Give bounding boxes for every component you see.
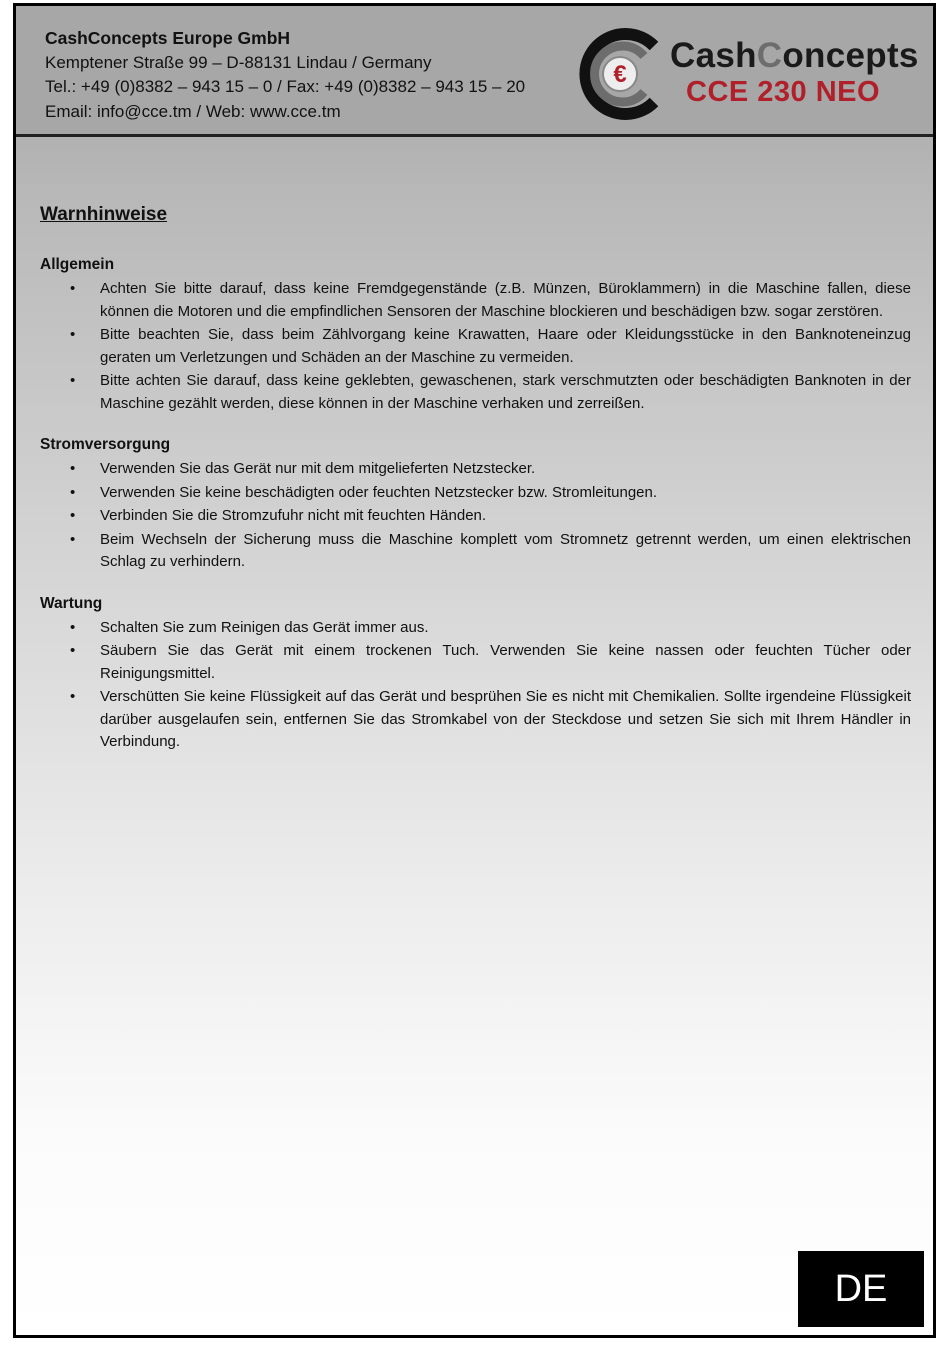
list-item: • Beim Wechseln der Sicherung muss die Maschine komplett vom Stromnetz getrennt werden, um einen elektrischen Schlag zu verhindern. [40,529,911,574]
euro-symbol: € [613,61,627,88]
list-item: • Schalten Sie zum Reinigen das Gerät immer aus. [40,617,911,640]
brand-logo [574,26,919,124]
brand-wordmark [670,38,919,74]
page-title: Warnhinweise [40,204,168,225]
list-item: • Achten Sie bitte darauf, dass keine Fremdgegenstände (z.B. Münzen, Büroklammern) in die Maschine fallen, diese können die Motoren und die empfindlichen Sensoren der Maschine blockieren und beschädigen bzw. sogar zerstören. [40,278,911,323]
company-email-web: Email: info@cce.tm / Web: www.cce.tm [45,101,341,121]
cce-logo-icon [574,26,664,122]
section-allgemein [40,256,911,415]
brand-part-cash: Cash [670,36,757,75]
section-stromversorgung [40,436,911,574]
section-wartung [40,595,911,754]
section-heading: Stromversorgung [40,436,171,453]
brand-part-oncepts: oncepts [782,36,919,75]
bullet-list [40,278,911,415]
company-phone-fax: Tel.: +49 (0)8382 – 943 15 – 0 / Fax: +49 (0)8382 – 943 15 – 20 [45,77,526,96]
model-name: CCE 230 NEO [686,76,881,108]
language-badge: DE [798,1251,924,1327]
company-address: Kemptener Straße 99 – D-88131 Lindau / Germany [45,52,432,72]
list-item: • Bitte beachten Sie, dass beim Zählvorgang keine Krawatten, Haare oder Kleidungsstücke in den Banknoteneinzug geraten um Verletzungen und Schäden an der Maschine zu vermeiden. [40,324,911,369]
list-item: • Säubern Sie das Gerät mit einem trockenen Tuch. Verwenden Sie keine nassen oder feuchten Tücher oder Reinigungsmittel. [40,640,911,685]
list-item: • Verschütten Sie keine Flüssigkeit auf das Gerät und besprühen Sie es nicht mit Chemikalien. Sollte irgendeine Flüssigkeit darüber ausgelaufen sein, entfernen Sie das Stromkabel von der Steckdose und setzen Sie sich mit Ihrem Händler in Verbindung. [40,686,911,754]
company-name: CashConcepts Europe GmbH [45,28,291,48]
list-item: • Bitte achten Sie darauf, dass keine geklebten, gewaschenen, stark verschmutzten oder beschädigten Banknoten in der Maschine gezählt werden, diese können in der Maschine verhaken und zerreißen. [40,370,911,415]
list-item: • Verwenden Sie das Gerät nur mit dem mitgelieferten Netzstecker. [40,458,911,481]
document-header [16,6,933,137]
bullet-list [40,617,911,754]
section-heading: Wartung [40,594,103,612]
list-item: • Verbinden Sie die Stromzufuhr nicht mit feuchten Händen. [40,505,911,528]
company-contact-block [45,26,525,124]
section-heading: Allgemein [40,256,115,273]
document-body [40,204,911,775]
page-frame [13,3,936,1338]
brand-part-c: C [756,36,783,75]
bullet-list [40,458,911,574]
list-item: • Verwenden Sie keine beschädigten oder feuchten Netzstecker bzw. Stromleitungen. [40,482,911,505]
